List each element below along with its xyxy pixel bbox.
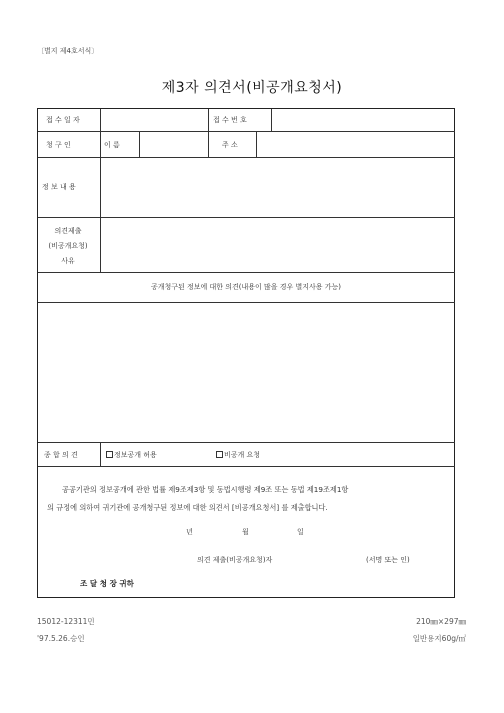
claimant-label: 청 구 인 [46, 141, 71, 149]
statement-line-1: 공공기관의 정보공개에 관한 법률 제9조제3항 및 동법시행령 제9조 또는 동법 제19조제1항 [62, 485, 349, 494]
checkbox-icon[interactable] [106, 451, 113, 458]
signature-label: (서명 또는 인) [366, 556, 410, 564]
paper-size: 210㎜×297㎜ [416, 617, 466, 626]
month-label: 월 [242, 528, 249, 536]
info-content-field[interactable] [100, 157, 454, 215]
col-divider [208, 131, 209, 157]
receipt-number-field[interactable] [271, 109, 454, 130]
row-divider [38, 466, 455, 467]
address-field[interactable] [256, 131, 454, 156]
allow-disclosure-option[interactable] [106, 450, 157, 460]
overall-opinion-label: 종 합 의 견 [44, 451, 78, 459]
form-title: 제3자 의견서(비공개요청서) [161, 80, 343, 96]
reason-field[interactable] [100, 217, 454, 270]
opinion-header: 공개청구된 정보에 대한 의견(내용이 많을 경우 별지사용 가능) [150, 283, 342, 291]
allow-disclosure-label: 정보공개 허용 [114, 451, 157, 459]
receipt-number-label: 접 수 번 호 [213, 116, 247, 124]
reason-label-line: 의견제출 [54, 227, 82, 235]
statement-line-2: 의 규정에 의하여 귀기관에 공개청구된 정보에 대한 의견서 [비공개요청서] 를 제출합니다. [47, 503, 328, 512]
form-code: 15012-12311민 [37, 617, 95, 626]
reason-label-line: 사유 [61, 257, 75, 265]
checkbox-icon[interactable] [216, 451, 223, 458]
col-divider [100, 442, 101, 466]
day-label: 일 [297, 528, 304, 536]
name-label: 이 름 [104, 141, 120, 149]
nondisclosure-option[interactable] [216, 450, 260, 460]
form-number-tag: 〔별지 제4호서식〕 [37, 47, 99, 55]
approval-date: '97.5.26.승인 [37, 634, 85, 643]
nondisclosure-label: 비공개 요청 [224, 451, 261, 459]
row-divider [38, 272, 455, 273]
info-content-label: 정 보 내 용 [42, 183, 76, 191]
col-divider [208, 109, 209, 131]
submitter-label: 의견 제출(비공개요청)자 [197, 556, 273, 564]
reason-label-line: (비공개요청) [48, 242, 88, 250]
recipient-label: 조 달 청 장 귀하 [80, 579, 134, 588]
opinion-text-area[interactable] [38, 302, 454, 440]
year-label: 년 [186, 528, 193, 536]
paper-type: 일반용지60g/㎡ [412, 634, 466, 643]
col-divider [100, 131, 101, 157]
reason-label [37, 224, 99, 269]
name-field[interactable] [139, 131, 207, 156]
address-label: 주 소 [222, 141, 238, 149]
receipt-date-field[interactable] [100, 109, 207, 130]
receipt-date-label: 접 수 일 자 [46, 116, 80, 124]
